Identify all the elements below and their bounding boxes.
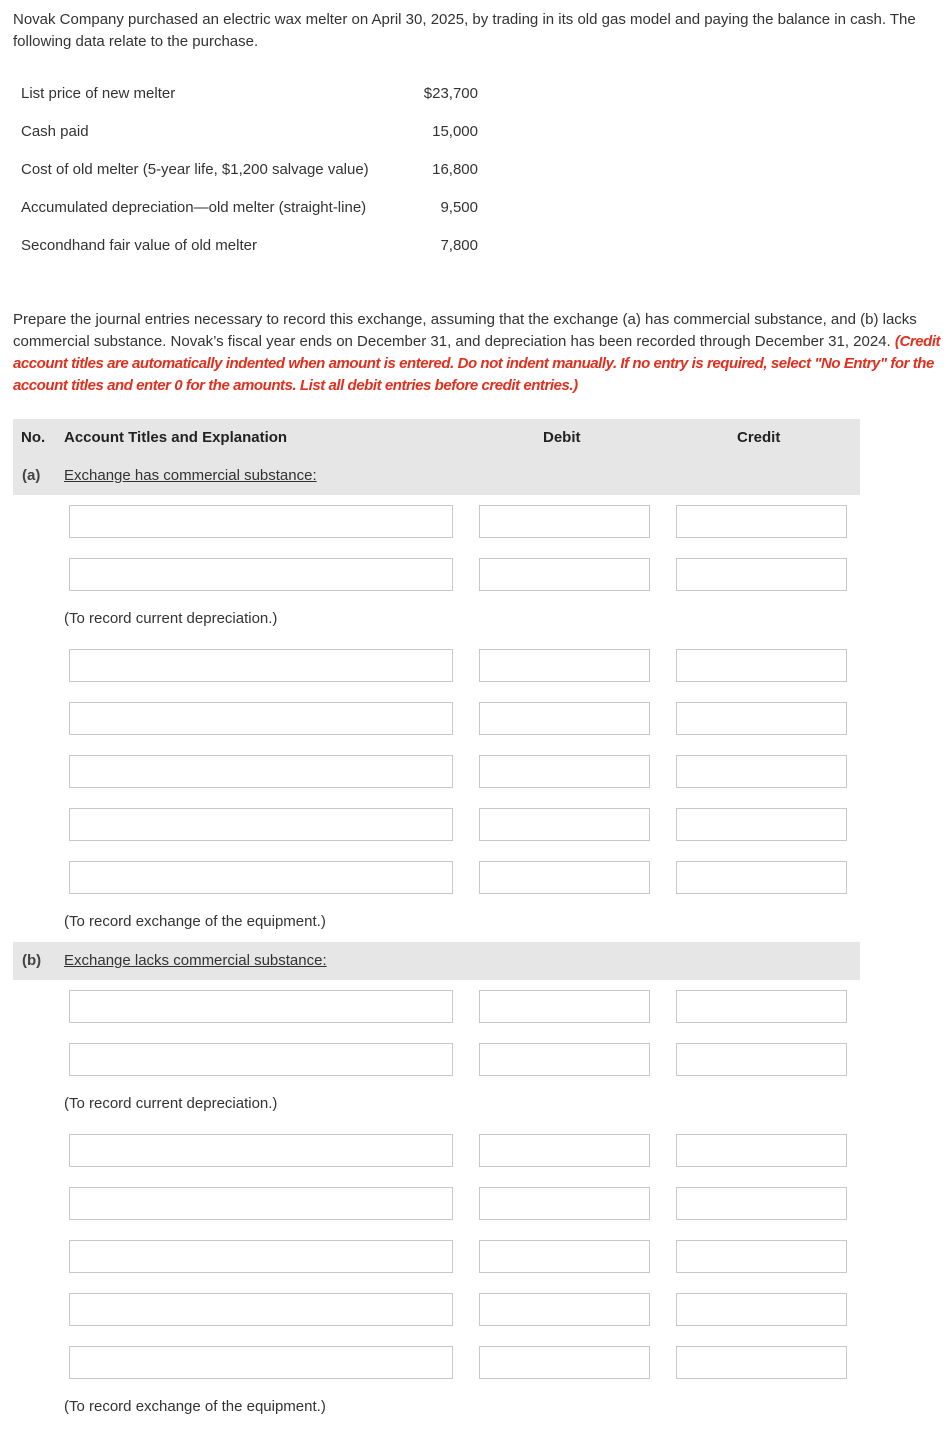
column-header-account: Account Titles and Explanation [64, 429, 288, 446]
debit-amount-input[interactable] [479, 1043, 650, 1076]
given-value: 16,800 [432, 161, 478, 178]
part-b-exchange-note: (To record exchange of the equipment.) [64, 1398, 326, 1415]
debit-amount-input[interactable] [479, 1293, 650, 1326]
account-title-input[interactable] [69, 702, 453, 735]
given-label: Cost of old melter (5-year life, $1,200 salvage value) [21, 161, 369, 178]
given-label: Accumulated depreciation—old melter (straight-line) [21, 199, 367, 216]
given-row [21, 234, 491, 272]
instructions-note: (Credit account titles are automatically indented when amount is entered. Do not indent manually. If no entry is required, select "No Entry" for the account titles and enter 0 for the amounts. List all debit entries before credit entries.) [13, 333, 941, 394]
given-row [21, 82, 491, 120]
account-title-input[interactable] [69, 1346, 453, 1379]
given-label: Secondhand fair value of old melter [21, 237, 257, 254]
part-b-depreciation-note: (To record current depreciation.) [64, 1095, 278, 1112]
given-data-table [21, 82, 491, 272]
part-b-header-band [13, 942, 860, 980]
instructions-block [13, 309, 948, 397]
part-a-tag: (a) [22, 467, 41, 484]
account-title-input[interactable] [69, 649, 453, 682]
account-title-input[interactable] [69, 558, 453, 591]
credit-amount-input[interactable] [676, 649, 847, 682]
account-title-input[interactable] [69, 808, 453, 841]
debit-amount-input[interactable] [479, 808, 650, 841]
given-row [21, 120, 491, 158]
credit-amount-input[interactable] [676, 702, 847, 735]
given-value: 9,500 [440, 199, 478, 216]
given-value: $23,700 [423, 85, 478, 102]
column-header-no: No. [21, 429, 46, 446]
debit-amount-input[interactable] [479, 1187, 650, 1220]
account-title-input[interactable] [69, 1043, 453, 1076]
credit-amount-input[interactable] [676, 558, 847, 591]
account-title-input[interactable] [69, 1293, 453, 1326]
part-a-title: Exchange has commercial substance: [64, 467, 317, 484]
given-row [21, 196, 491, 234]
debit-amount-input[interactable] [479, 990, 650, 1023]
given-row [21, 158, 491, 196]
part-a-depreciation-note: (To record current depreciation.) [64, 610, 278, 627]
credit-amount-input[interactable] [676, 1240, 847, 1273]
debit-amount-input[interactable] [479, 1346, 650, 1379]
debit-amount-input[interactable] [479, 861, 650, 894]
debit-amount-input[interactable] [479, 1134, 650, 1167]
credit-amount-input[interactable] [676, 1346, 847, 1379]
credit-amount-input[interactable] [676, 1187, 847, 1220]
credit-amount-input[interactable] [676, 1134, 847, 1167]
account-title-input[interactable] [69, 1134, 453, 1167]
debit-amount-input[interactable] [479, 702, 650, 735]
problem-intro: Novak Company purchased an electric wax melter on April 30, 2025, by trading in its old gas model and paying the balance in cash. The following data relate to the purchase. [13, 11, 916, 50]
given-label: Cash paid [21, 123, 89, 140]
debit-amount-input[interactable] [479, 649, 650, 682]
debit-amount-input[interactable] [479, 1240, 650, 1273]
part-b-tag: (b) [22, 952, 42, 969]
given-value: 7,800 [440, 237, 478, 254]
debit-amount-input[interactable] [479, 558, 650, 591]
credit-amount-input[interactable] [676, 505, 847, 538]
given-value: 15,000 [432, 123, 478, 140]
credit-amount-input[interactable] [676, 1043, 847, 1076]
account-title-input[interactable] [69, 505, 453, 538]
debit-amount-input[interactable] [479, 505, 650, 538]
given-label: List price of new melter [21, 85, 176, 102]
account-title-input[interactable] [69, 1240, 453, 1273]
account-title-input[interactable] [69, 1187, 453, 1220]
prepare-text: Prepare the journal entries necessary to record this exchange, assuming that the exchange (a) has commercial substance, and (b) lacks commercial substance. Novak’s fiscal year ends on December 31, and depreciation has been recorded through December 31, 2024. [13, 311, 917, 350]
credit-amount-input[interactable] [676, 990, 847, 1023]
table-header-band [13, 419, 860, 495]
credit-amount-input[interactable] [676, 1293, 847, 1326]
credit-amount-input[interactable] [676, 861, 847, 894]
column-header-credit: Credit [737, 429, 781, 446]
debit-amount-input[interactable] [479, 755, 650, 788]
credit-amount-input[interactable] [676, 755, 847, 788]
part-b-title: Exchange lacks commercial substance: [64, 952, 327, 969]
credit-amount-input[interactable] [676, 808, 847, 841]
account-title-input[interactable] [69, 861, 453, 894]
account-title-input[interactable] [69, 990, 453, 1023]
column-header-debit: Debit [543, 429, 581, 446]
account-title-input[interactable] [69, 755, 453, 788]
part-a-exchange-note: (To record exchange of the equipment.) [64, 913, 326, 930]
